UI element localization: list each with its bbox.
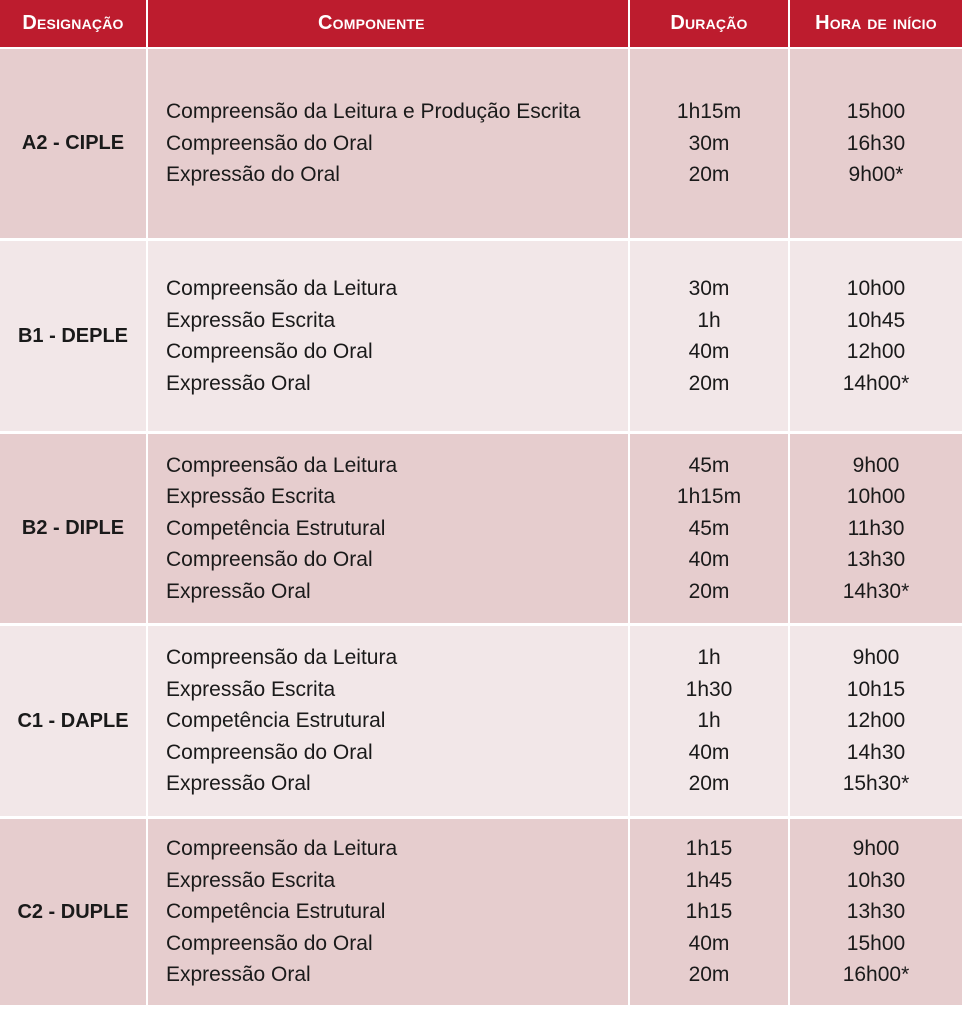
duracao-value: 1h15m: [676, 485, 742, 509]
hora-value: 15h00: [846, 931, 906, 955]
hora-value: 15h00: [846, 100, 906, 124]
designacao-cell: B2 - DIPLE: [0, 434, 148, 623]
componente-value: Expressão Oral: [166, 772, 311, 796]
designacao-cell: C1 - DAPLE: [0, 626, 148, 816]
hora-value: 10h15: [846, 677, 906, 701]
componente-value: Compreensão do Oral: [166, 931, 373, 955]
componente-cell: [148, 49, 630, 238]
hora-value: 16h00*: [842, 963, 910, 987]
table-body: [0, 49, 962, 1008]
componente-value: Expressão Escrita: [166, 677, 336, 701]
hora-value: 10h00: [846, 277, 906, 300]
hora-value: 13h30: [846, 548, 906, 572]
componente-value: Competência Estrutural: [166, 900, 386, 924]
duracao-value: 45m: [688, 453, 730, 477]
duracao-cell: [630, 241, 790, 431]
hora-value: 9h00*: [848, 163, 904, 187]
hora-value: 9h00: [852, 453, 900, 477]
duracao-value: 1h45: [685, 868, 733, 892]
duracao-value: 40m: [688, 340, 730, 363]
componente-value: Expressão Oral: [166, 579, 311, 603]
hora-value: 10h00: [846, 485, 906, 509]
componente-cell: [148, 434, 630, 623]
componente-cell: [148, 819, 630, 1005]
hora-value: 12h00: [846, 709, 906, 733]
designacao-cell: C2 - DUPLE: [0, 819, 148, 1005]
componente-value: Expressão do Oral: [166, 163, 340, 187]
header-hora-inicio: Hora de início: [815, 12, 937, 34]
duracao-cell: [630, 434, 790, 623]
table-row: [0, 434, 962, 626]
hora-inicio-cell: [790, 626, 962, 816]
hora-value: 11h30: [847, 516, 905, 540]
componente-value: Compreensão do Oral: [166, 131, 373, 155]
duracao-value: 40m: [688, 931, 730, 955]
duracao-value: 40m: [688, 740, 730, 764]
duracao-value: 20m: [688, 963, 730, 987]
hora-inicio-cell: [790, 241, 962, 431]
duracao-value: 30m: [688, 277, 730, 300]
hora-inicio-cell: [790, 434, 962, 623]
hora-value: 16h30: [846, 131, 906, 155]
duracao-value: 40m: [688, 548, 730, 572]
table-header: [0, 0, 962, 49]
hora-value: 15h30*: [842, 772, 910, 796]
hora-value: 10h45: [846, 308, 906, 332]
duracao-cell: [630, 626, 790, 816]
hora-value: 14h30: [846, 740, 906, 764]
hora-value: 10h30: [846, 868, 906, 892]
header-duracao: Duração: [630, 0, 790, 47]
table-row: [0, 819, 962, 1008]
duracao-cell: [630, 819, 790, 1005]
componente-cell: [148, 241, 630, 431]
componente-value: Expressão Escrita: [166, 485, 336, 509]
componente-value: Expressão Escrita: [166, 308, 336, 332]
header-designacao: Designação: [0, 0, 148, 47]
duracao-value: 20m: [688, 163, 730, 187]
duracao-value: 45m: [688, 516, 730, 540]
hora-inicio-cell: [790, 49, 962, 238]
hora-value: 9h00: [852, 646, 900, 670]
componente-value: Compreensão da Leitura e Produção Escrita: [166, 100, 581, 124]
componente-value: Compreensão da Leitura: [166, 837, 398, 861]
componente-value: Expressão Oral: [166, 963, 311, 987]
duracao-value: 1h15m: [676, 100, 742, 124]
hora-value: 14h30*: [842, 579, 910, 603]
duracao-value: 30m: [688, 131, 730, 155]
componente-value: Compreensão da Leitura: [166, 277, 398, 300]
duracao-value: 20m: [688, 579, 730, 603]
hora-value: 12h00: [846, 340, 906, 363]
componente-value: Compreensão do Oral: [166, 740, 373, 764]
componente-value: Expressão Escrita: [166, 868, 336, 892]
duracao-value: 1h30: [685, 677, 733, 701]
duracao-value: 1h15: [685, 837, 733, 861]
designacao-cell: B1 - DEPLE: [0, 241, 148, 431]
duracao-cell: [630, 49, 790, 238]
hora-inicio-cell: [790, 819, 962, 1005]
header-componente: Componente: [148, 0, 630, 47]
componente-cell: [148, 626, 630, 816]
duracao-value: 1h: [697, 709, 721, 733]
componente-value: Compreensão da Leitura: [166, 453, 398, 477]
duracao-value: 1h: [697, 646, 721, 670]
componente-value: Compreensão do Oral: [166, 548, 373, 572]
componente-value: Competência Estrutural: [166, 709, 386, 733]
duracao-value: 20m: [688, 371, 730, 395]
hora-value: 14h00*: [842, 371, 910, 395]
hora-value: 9h00: [852, 837, 900, 861]
componente-value: Expressão Oral: [166, 371, 311, 395]
componente-value: Competência Estrutural: [166, 516, 386, 540]
duracao-value: 1h15: [685, 900, 733, 924]
duracao-value: 1h: [697, 308, 721, 332]
table-row: [0, 626, 962, 819]
table-row: [0, 49, 962, 241]
hora-value: 13h30: [846, 900, 906, 924]
table-row: [0, 241, 962, 434]
componente-value: Compreensão do Oral: [166, 340, 373, 363]
duracao-value: 20m: [688, 772, 730, 796]
componente-value: Compreensão da Leitura: [166, 646, 398, 670]
designacao-cell: A2 - CIPLE: [0, 49, 148, 238]
